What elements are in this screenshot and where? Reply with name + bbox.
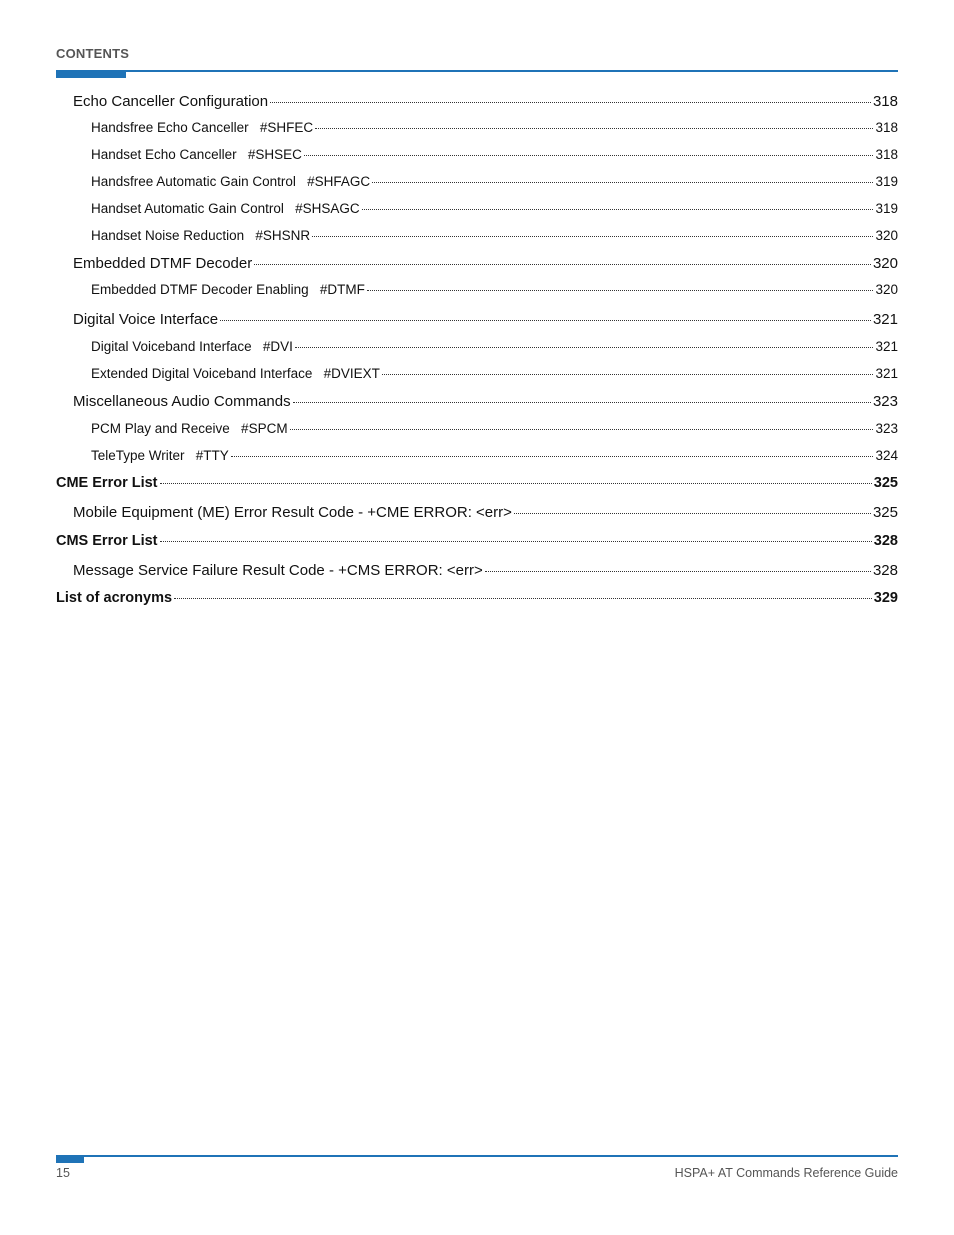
toc-entry[interactable] xyxy=(56,421,898,436)
toc-entry[interactable] xyxy=(56,228,898,243)
toc-entry-title: Miscellaneous Audio Commands xyxy=(73,393,291,410)
toc-entry[interactable] xyxy=(56,366,898,381)
toc-dot-leader xyxy=(304,155,874,156)
toc-entry-title: Handset Noise Reduction #SHSNR xyxy=(91,228,311,243)
toc-entry[interactable] xyxy=(56,255,898,272)
toc-entry-page: 320 xyxy=(875,282,898,297)
header-rule-accent xyxy=(56,70,126,78)
toc-entry-page: 318 xyxy=(875,147,898,162)
toc-entry-title: Handset Echo Canceller #SHSEC xyxy=(91,147,302,162)
toc-dot-leader xyxy=(514,513,871,514)
toc-entry[interactable] xyxy=(56,504,898,521)
toc-dot-leader xyxy=(160,541,872,542)
toc-dot-leader xyxy=(312,236,873,237)
footer-page-number: 15 xyxy=(56,1166,70,1180)
toc-entry-title: Embedded DTMF Decoder xyxy=(73,255,253,272)
toc-entry[interactable] xyxy=(56,448,898,463)
toc-entry-title: Message Service Failure Result Code - +CMS ERROR: <err> xyxy=(73,562,483,579)
footer-document-title: HSPA+ AT Commands Reference Guide xyxy=(674,1166,898,1180)
toc-entry-page: 320 xyxy=(872,255,898,272)
toc-dot-leader xyxy=(315,128,873,129)
toc-entry-title: Handset Automatic Gain Control #SHSAGC xyxy=(91,201,360,216)
toc-entry-title: Digital Voiceband Interface #DVI xyxy=(91,339,293,354)
toc-entry[interactable] xyxy=(56,533,898,549)
toc-entry-page: 321 xyxy=(872,311,898,328)
toc-dot-leader xyxy=(372,182,873,183)
toc-entry-page: 318 xyxy=(872,93,898,110)
toc-entry-page: 329 xyxy=(873,590,898,606)
toc-dot-leader xyxy=(231,456,874,457)
toc-entry[interactable] xyxy=(56,93,898,110)
toc-entry-title: Digital Voice Interface xyxy=(73,311,219,328)
toc-entry[interactable] xyxy=(56,120,898,135)
toc-dot-leader xyxy=(362,209,874,210)
toc-entry-page: 319 xyxy=(875,174,898,189)
toc-dot-leader xyxy=(290,429,874,430)
toc-entry-page: 325 xyxy=(873,475,898,491)
toc-dot-leader xyxy=(270,102,871,103)
toc-entry-page: 323 xyxy=(872,393,898,410)
toc-entry-title: Echo Canceller Configuration xyxy=(73,93,269,110)
toc-entry-page: 320 xyxy=(875,228,898,243)
toc-dot-leader xyxy=(367,290,874,291)
toc-entry-title: List of acronyms xyxy=(56,590,173,606)
toc-entry-page: 318 xyxy=(875,120,898,135)
toc-dot-leader xyxy=(295,347,874,348)
toc-entry[interactable] xyxy=(56,147,898,162)
toc-dot-leader xyxy=(254,264,871,265)
toc-dot-leader xyxy=(293,402,871,403)
toc-entry-page: 321 xyxy=(875,366,898,381)
toc-entry-title: PCM Play and Receive #SPCM xyxy=(91,421,288,436)
toc-entry-title: Extended Digital Voiceband Interface #DVIEXT xyxy=(91,366,380,381)
running-header: CONTENTS xyxy=(56,46,130,61)
toc-entry-title: TeleType Writer #TTY xyxy=(91,448,229,463)
toc-entry-title: Handsfree Automatic Gain Control #SHFAGC xyxy=(91,174,371,189)
toc-entry[interactable] xyxy=(56,475,898,491)
toc-entry-page: 328 xyxy=(873,533,898,549)
toc-entry-page: 319 xyxy=(875,201,898,216)
toc-entry-page: 323 xyxy=(875,421,898,436)
toc-entry-page: 325 xyxy=(872,504,898,521)
header-rule xyxy=(56,70,898,72)
toc-entry-title: Mobile Equipment (ME) Error Result Code - +CME ERROR: <err> xyxy=(73,504,512,521)
toc-entry[interactable] xyxy=(56,393,898,410)
footer-rule-accent xyxy=(56,1155,84,1163)
toc-entry-page: 321 xyxy=(875,339,898,354)
toc-entry-page: 328 xyxy=(872,562,898,579)
toc-entry[interactable] xyxy=(56,339,898,354)
toc-entry-title: CME Error List xyxy=(56,475,158,491)
toc-dot-leader xyxy=(160,483,872,484)
toc-entry[interactable] xyxy=(56,562,898,579)
toc-entry-title: CMS Error List xyxy=(56,533,158,549)
toc-entry[interactable] xyxy=(56,590,898,606)
toc-entry[interactable] xyxy=(56,174,898,189)
toc-entry-title: Embedded DTMF Decoder Enabling #DTMF xyxy=(91,282,365,297)
toc-dot-leader xyxy=(485,571,871,572)
toc-dot-leader xyxy=(174,598,872,599)
toc-dot-leader xyxy=(220,320,871,321)
toc-entry-title: Handsfree Echo Canceller #SHFEC xyxy=(91,120,314,135)
toc-dot-leader xyxy=(382,374,874,375)
footer-rule xyxy=(56,1155,898,1157)
toc-entry[interactable] xyxy=(56,282,898,297)
toc-entry[interactable] xyxy=(56,201,898,216)
toc-entry[interactable] xyxy=(56,311,898,328)
toc-entry-page: 324 xyxy=(875,448,898,463)
